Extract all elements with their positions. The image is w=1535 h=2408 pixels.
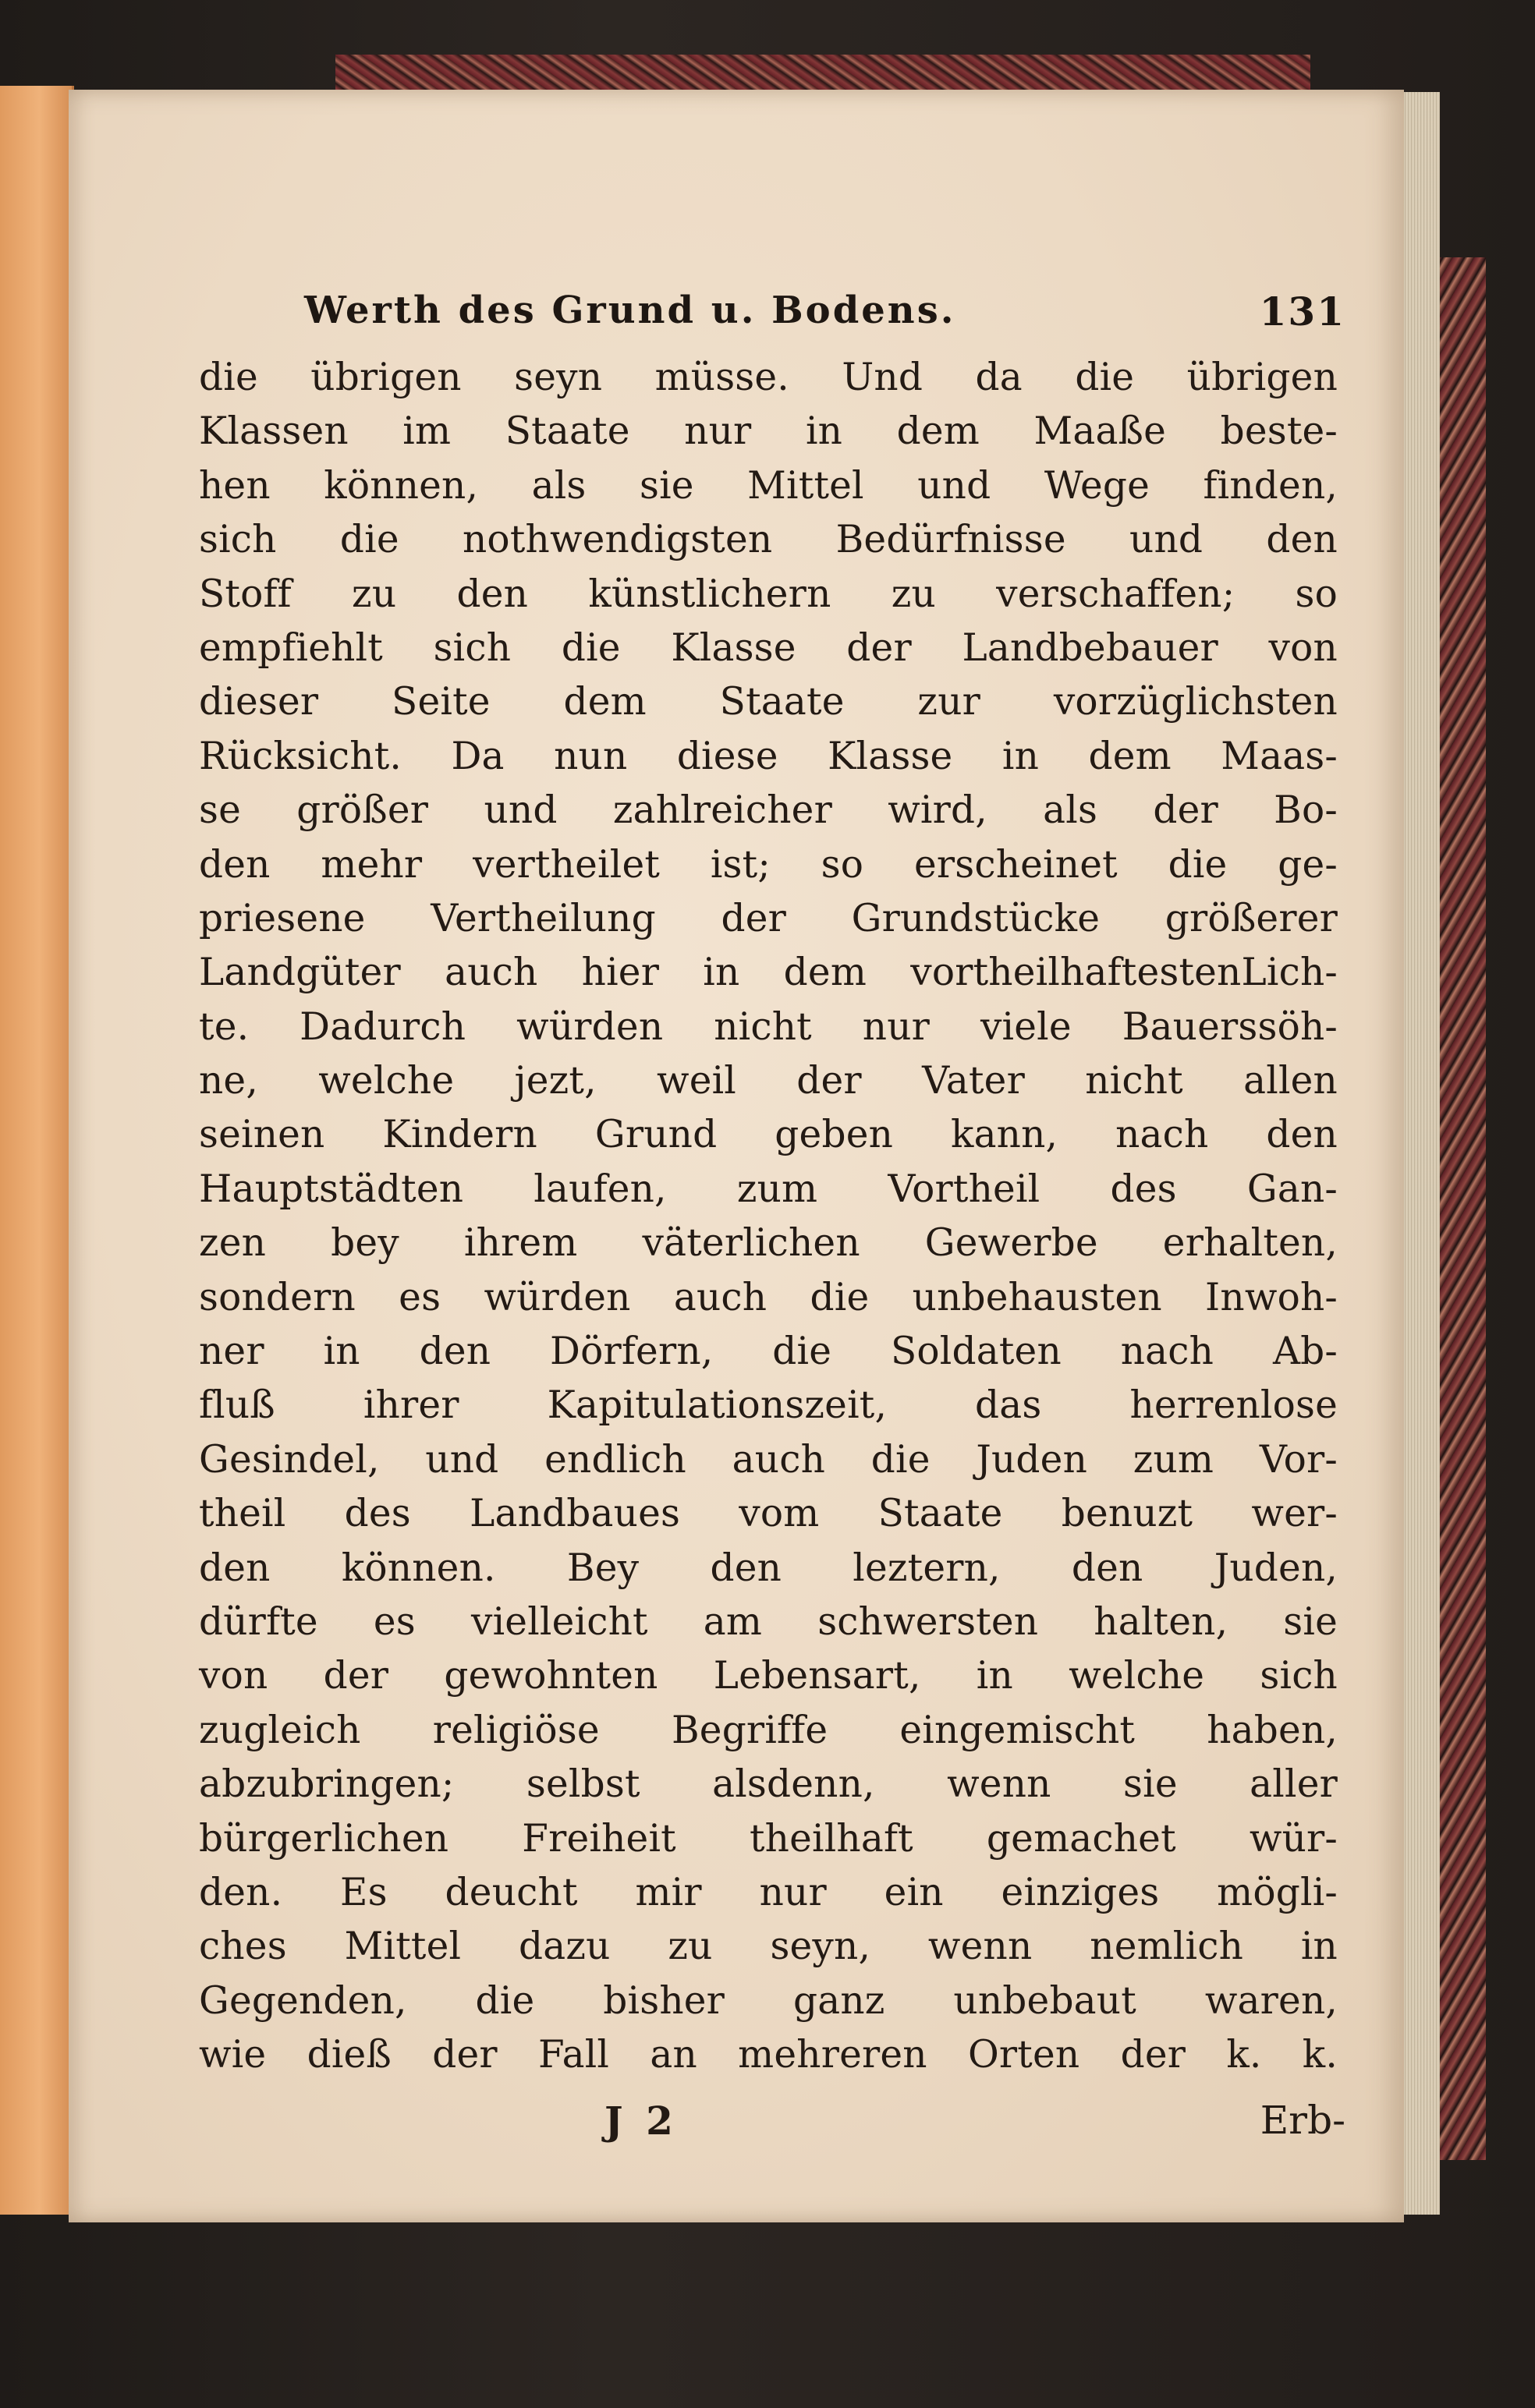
catchword: Erb-: [1260, 2098, 1345, 2143]
text-line: ner in den Dörfern, die Soldaten nach Ab-: [199, 1330, 1338, 1374]
text-line: dieser Seite dem Staate zur vorzüglichsten: [199, 680, 1338, 724]
text-line: abzubringen; selbst alsdenn, wenn sie aller: [199, 1762, 1338, 1807]
text-line: Hauptstädten laufen, zum Vortheil des Gan-: [199, 1167, 1338, 1211]
text-line: wie dieß der Fall an mehreren Orten der k. k.: [199, 2033, 1338, 2077]
text-line: die übrigen seyn müsse. Und da die übrigen: [199, 356, 1338, 399]
signature-mark: J 2: [604, 2098, 678, 2144]
text-line: den. Es deucht mir nur ein einziges mögli-: [199, 1870, 1338, 1914]
text-line: den mehr vertheilet ist; so erscheinet die ge-: [199, 842, 1338, 887]
facing-page-edge: [0, 86, 74, 2215]
text-line: theil des Landbaues vom Staate benuzt wer-: [199, 1492, 1338, 1536]
text-line: fluß ihrer Kapitulationszeit, das herrenlose: [199, 1383, 1338, 1428]
text-line: empfiehlt sich die Klasse der Landbebauer von: [199, 625, 1338, 670]
text-line: dürfte es vielleicht am schwersten halten, sie: [199, 1599, 1338, 1644]
marbled-cover-edge-top: [335, 55, 1310, 94]
text-line: Landgüter auch hier in dem vortheilhaftestenLich-: [199, 951, 1338, 995]
text-line: te. Dadurch würden nicht nur viele Bauerssöh-: [199, 1004, 1338, 1049]
text-line: Gesindel, und endlich auch die Juden zum Vor-: [199, 1437, 1338, 1482]
page-footer: [199, 2098, 1345, 2152]
text-line: se größer und zahlreicher wird, als der Bo-: [199, 788, 1338, 833]
page-header: [195, 289, 1345, 347]
text-line: zugleich religiöse Begriffe eingemischt haben,: [199, 1708, 1338, 1752]
running-title: Werth des Grund u. Bodens.: [304, 289, 956, 332]
text-line: den können. Bey den leztern, den Juden,: [199, 1546, 1338, 1590]
text-line: zen bey ihrem väterlichen Gewerbe erhalten,: [199, 1221, 1338, 1266]
text-line: von der gewohnten Lebensart, in welche sich: [199, 1654, 1338, 1698]
text-line: Stoff zu den künstlichern zu verschaffen; so: [199, 572, 1338, 616]
body-text: [199, 351, 1338, 2083]
text-line: priesene Vertheilung der Grundstücke größerer: [199, 896, 1338, 940]
text-line: hen können, als sie Mittel und Wege finden,: [199, 463, 1338, 508]
text-line: ches Mittel dazu zu seyn, wenn nemlich in: [199, 1925, 1338, 1969]
text-line: Rücksicht. Da nun diese Klasse in dem Maas-: [199, 734, 1338, 778]
text-line: bürgerlichen Freiheit theilhaft gemachet wür-: [199, 1816, 1338, 1861]
text-line: sondern es würden auch die unbehausten Inwoh-: [199, 1275, 1338, 1319]
page-number: 131: [1259, 289, 1345, 335]
text-line: sich die nothwendigsten Bedürfnisse und den: [199, 518, 1338, 562]
text-line: ne, welche jezt, weil der Vater nicht allen: [199, 1059, 1338, 1103]
text-line: Gegenden, die bisher ganz unbebaut waren,: [199, 1978, 1338, 2023]
text-line: seinen Kindern Grund geben kann, nach den: [199, 1113, 1338, 1157]
text-line: Klassen im Staate nur in dem Maaße beste-: [199, 409, 1338, 454]
